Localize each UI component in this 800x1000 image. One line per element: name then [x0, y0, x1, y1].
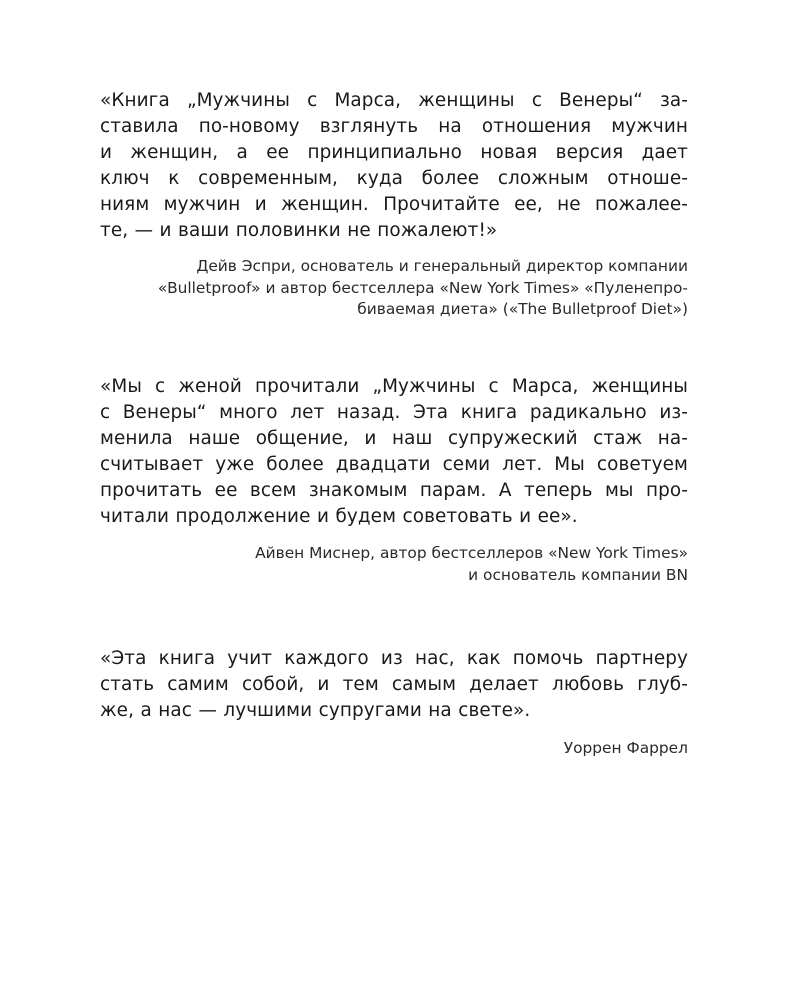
quote-line: ставила по-новому взглянуть на отношения мужчин	[100, 116, 688, 137]
quote-line: считывает уже более двадцати семи лет. Мы советуем	[100, 454, 688, 475]
quote-line: стать самим собой, и тем самым делает любовь глуб-	[100, 674, 688, 695]
quote-line: те, — и ваши половинки не пожалеют!»	[100, 220, 498, 241]
quote-line: «Книга „Мужчины с Марса, женщины с Венеры“ за-	[100, 90, 688, 111]
attribution-line: Айвен Миснер, автор бестселлеров «New York Times»	[255, 544, 688, 562]
testimonial-2	[100, 374, 688, 586]
attribution-line: «Bulletproof» и автор бестселлера «New York Times» «Пуленепро-	[157, 278, 688, 297]
testimonial-quote	[100, 88, 688, 244]
testimonial-attribution	[100, 256, 688, 321]
testimonial-quote	[100, 646, 688, 724]
attribution-line: Уоррен Фаррел	[563, 739, 688, 757]
quote-line: и женщин, а ее принципиально новая версия дает	[100, 142, 688, 163]
testimonial-3	[100, 646, 688, 760]
quote-line: читали продолжение и будем советовать и ее».	[100, 506, 578, 527]
quote-line: прочитать ее всем знакомым парам. А теперь мы про-	[100, 480, 688, 501]
quote-line: «Эта книга учит каждого из нас, как помочь партнеру	[100, 648, 688, 669]
book-page	[100, 0, 688, 1000]
testimonial-1	[100, 88, 688, 321]
attribution-line: биваемая диета» («The Bulletproof Diet»)	[357, 300, 688, 318]
quote-line: с Венеры“ много лет назад. Эта книга радикально из-	[100, 402, 688, 423]
attribution-line: и основатель компании BN	[468, 565, 688, 584]
attribution-line: Дейв Эспри, основатель и генеральный директор компании	[196, 257, 688, 275]
quote-line: же, а нас — лучшими супругами на свете».	[100, 700, 531, 721]
quote-line: ниям мужчин и женщин. Прочитайте ее, не пожалее-	[100, 194, 688, 215]
quote-line: ключ к современным, куда более сложным отноше-	[100, 168, 688, 189]
quote-line: «Мы с женой прочитали „Мужчины с Марса, женщины	[100, 376, 688, 397]
testimonial-attribution	[100, 543, 688, 586]
quote-line: менила наше общение, и наш супружеский стаж на-	[100, 428, 688, 449]
testimonial-attribution	[100, 738, 688, 760]
testimonial-quote	[100, 374, 688, 530]
